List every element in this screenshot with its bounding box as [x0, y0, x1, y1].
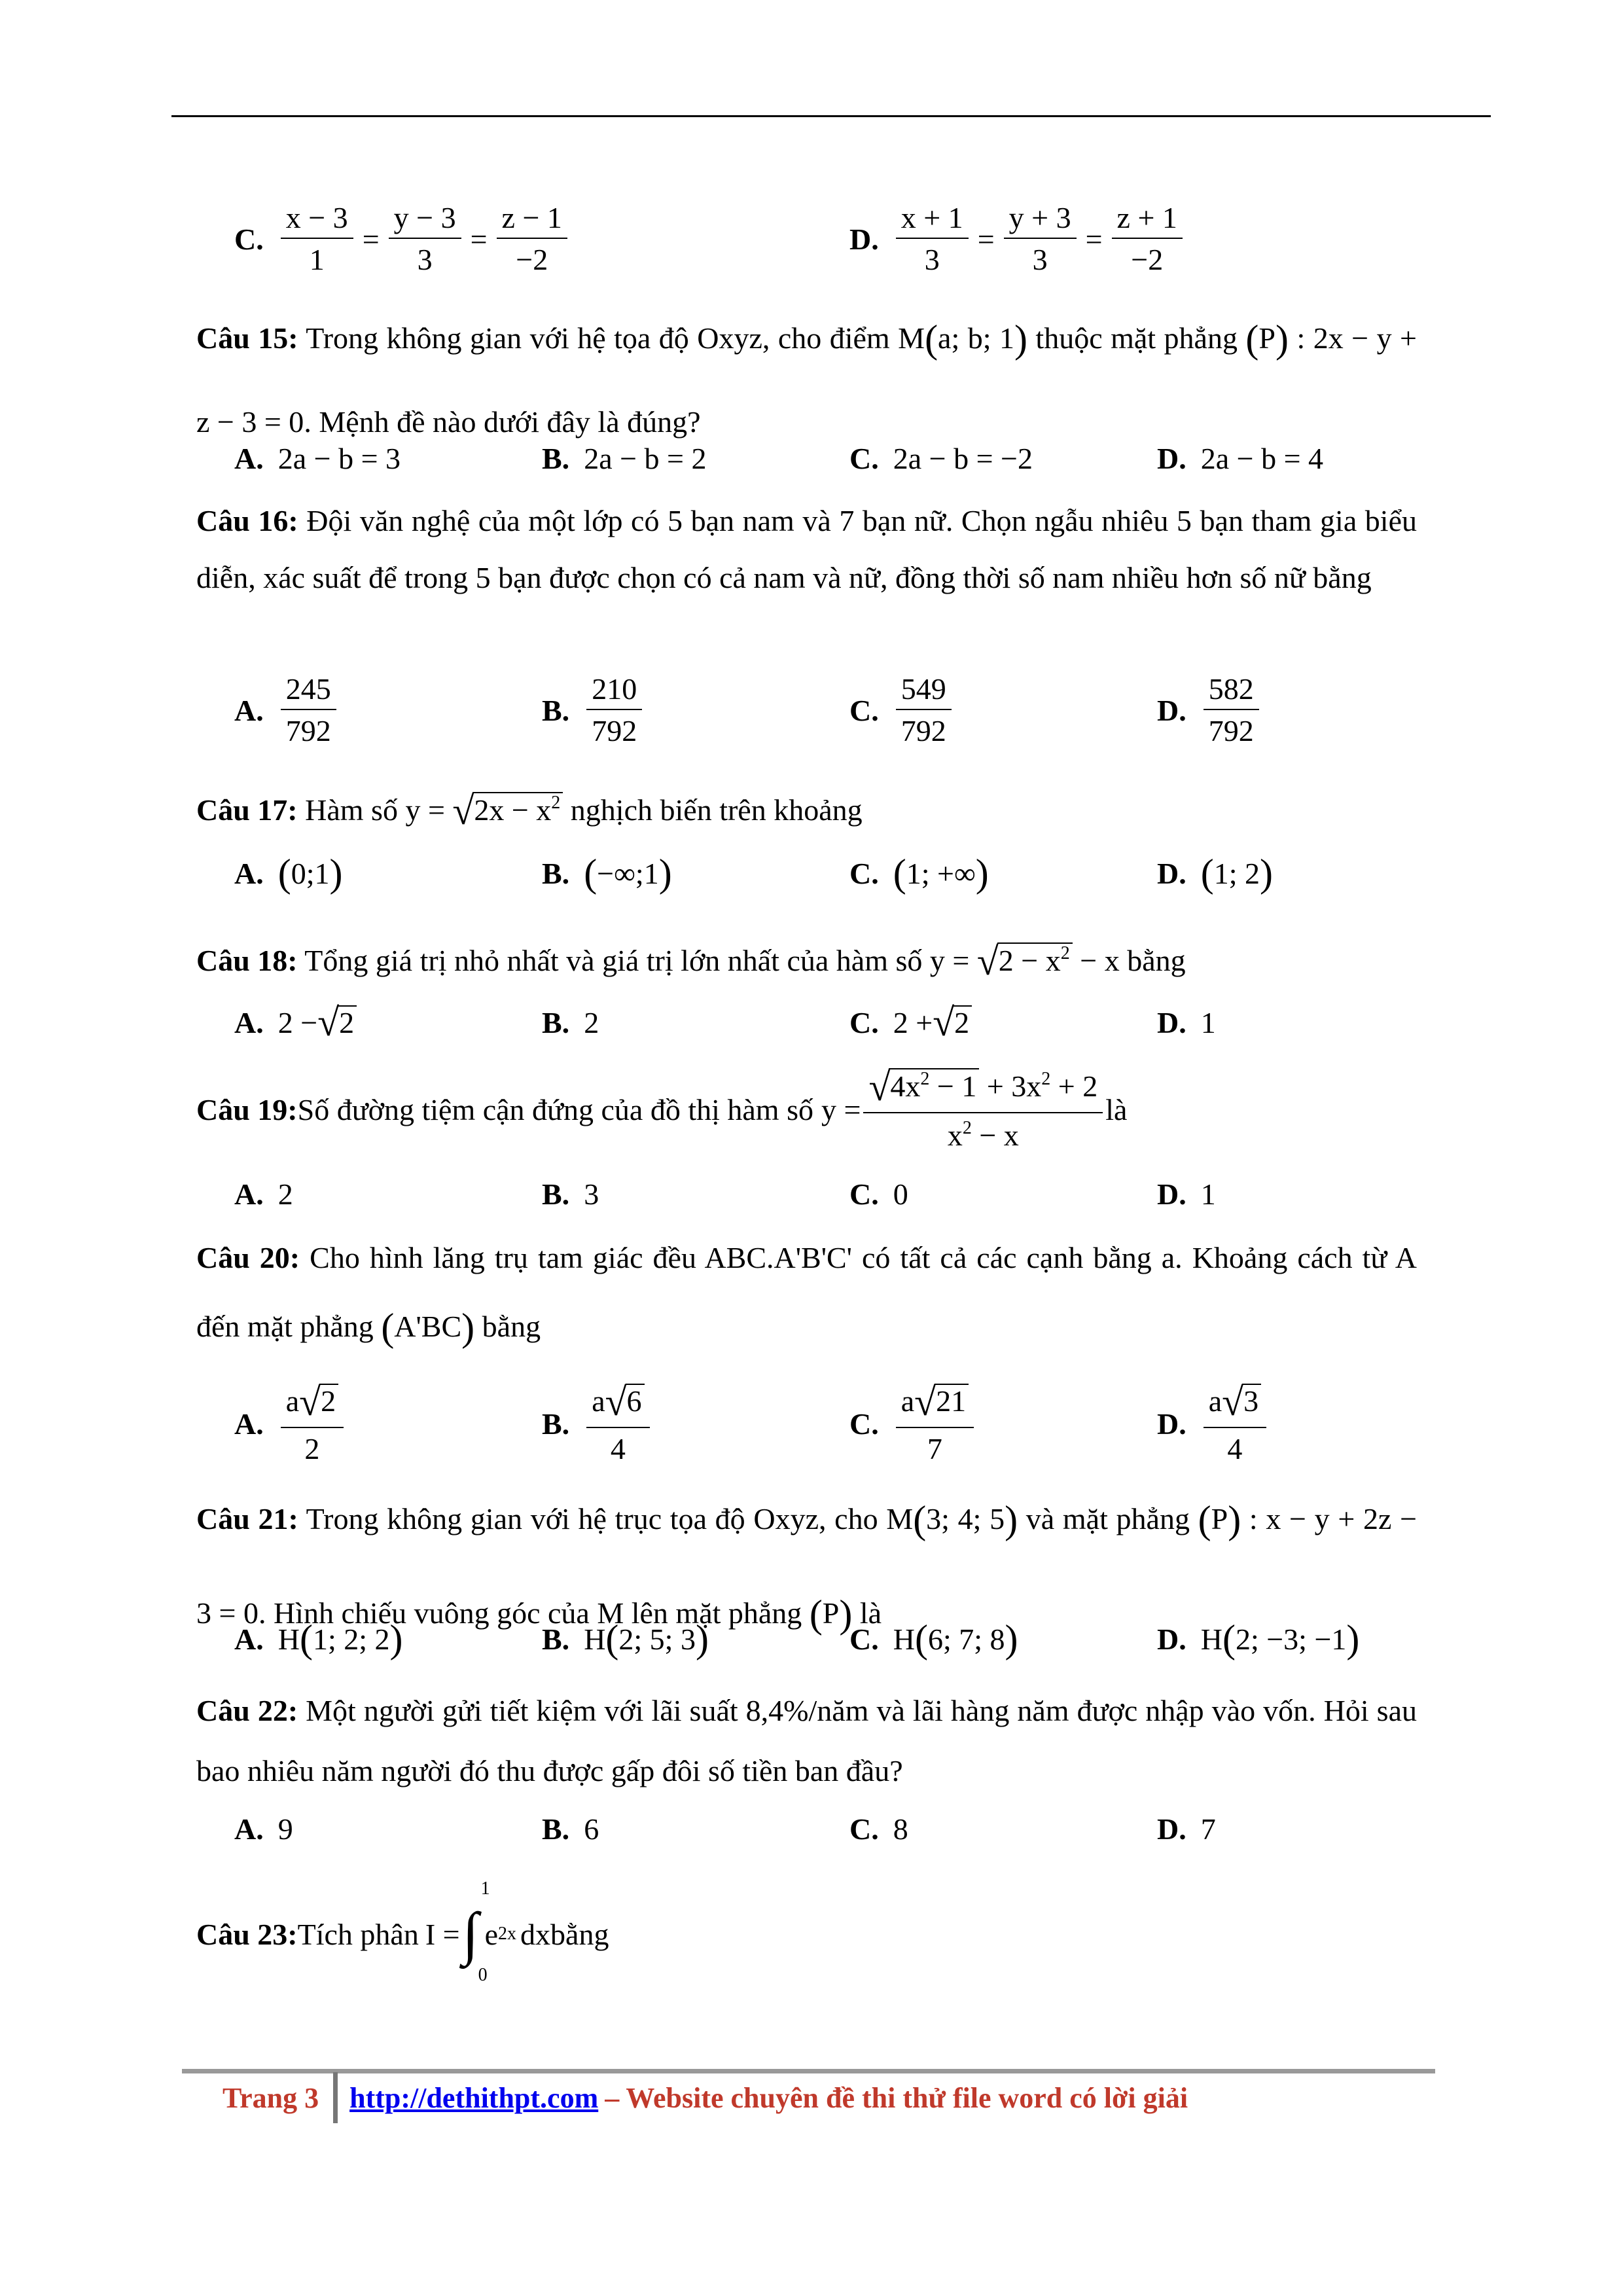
- q16-option-b: B. $\frac{210}{792}$: [542, 668, 645, 753]
- website-link[interactable]: http://dethithpt.com: [349, 2081, 599, 2114]
- q21-option-b: B. H ( 2; 5; 3 ): [542, 1617, 709, 1660]
- fraction: $\frac{y - 3}{3}$: [389, 202, 461, 276]
- q15-options-row: [196, 432, 1417, 484]
- page-footer: [223, 2072, 1188, 2124]
- q20-option-b: B. $\frac{a√6}{4}$: [542, 1381, 652, 1466]
- sqrt-icon: √: [317, 1000, 340, 1044]
- q19-option-a: A. 2: [234, 1177, 293, 1211]
- fraction: $\frac{z - 1}{-2}$: [497, 202, 567, 276]
- q19-options-row: [196, 1168, 1417, 1220]
- question-22: Câu 22: Một người gửi tiết kiệm với lãi suất 8,4%/năm và lãi hàng năm được nhập vào vốn. Hỏi sau bao nhiêu năm người đó thu được gấp đôi số tiền ban đầu?: [196, 1694, 1417, 1787]
- q19-option-b: B. 3: [542, 1177, 599, 1211]
- header-rule: [171, 115, 1491, 117]
- q15-option-b: B. 2a − b = 2: [542, 441, 707, 475]
- sqrt-icon: √: [976, 940, 999, 983]
- q20-option-a: A. $\frac{a√2}{2}$: [234, 1381, 346, 1466]
- q22-option-c: C. 8: [849, 1812, 908, 1846]
- q16-option-a: A. $\frac{245}{792}$: [234, 668, 339, 753]
- q15-option-d: D. 2a − b = 4: [1157, 441, 1324, 475]
- q20-option-d: D. $\frac{a√3}{4}$: [1157, 1381, 1269, 1466]
- q22-option-a: A. 9: [234, 1812, 293, 1846]
- question-23: Câu 23: Tích phân I = ∫ 1 0 e 2x dx bằng: [196, 1878, 609, 1985]
- fraction: $\frac{√4x^2 - 1 + 3x^2 + 2}{x^2 - x}$: [863, 1067, 1103, 1151]
- q14-option-c: C. $\frac{x - 3}{1}$ = $\frac{y - 3}{3}$ = $\frac{z - 1}{-2}$: [234, 196, 570, 281]
- q22-options-row: [196, 1803, 1417, 1855]
- q16-options-row: [196, 668, 1417, 753]
- q14-option-d: D. $\frac{x + 1}{3}$ = $\frac{y + 3}{3}$ = $\frac{z + 1}{-2}$: [849, 196, 1185, 281]
- sqrt-icon: √: [1222, 1380, 1244, 1424]
- q20-option-c: C. $\frac{a√21}{7}$: [849, 1381, 976, 1466]
- q18-option-c: C. 2 + √ 2: [849, 996, 972, 1049]
- question-15: Câu 15: Trong không gian với hệ tọa độ Oxyz, cho điểm M(a; b; 1) thuộc mặt phẳng (P) : 2x − y + z − 3 = 0. Mệnh đề nào dưới đây là đúng?: [196, 317, 1417, 439]
- q18-option-d: D. 1: [1157, 1005, 1216, 1039]
- q17-option-c: C. ( 1; +∞ ): [849, 851, 989, 895]
- q17-option-d: D. ( 1; 2 ): [1157, 851, 1273, 895]
- fraction: $\frac{582}{792}$: [1204, 673, 1259, 747]
- q15-option-a: A. 2a − b = 3: [234, 441, 401, 475]
- fraction: $\frac{x + 1}{3}$: [896, 202, 969, 276]
- sqrt-icon: √: [933, 1000, 955, 1044]
- q15-option-c: C. 2a − b = −2: [849, 441, 1033, 475]
- sqrt-icon: √: [605, 1380, 627, 1424]
- footer-slogan: – Website chuyên đề thi thử file word có lời giải: [605, 2081, 1188, 2114]
- fraction: $\frac{y + 3}{3}$: [1004, 202, 1077, 276]
- q17-option-a: A. ( 0;1 ): [234, 851, 343, 895]
- fraction: $\frac{x - 3}{1}$: [281, 202, 353, 276]
- fraction: $\frac{549}{792}$: [896, 673, 952, 747]
- q19-option-d: D. 1: [1157, 1177, 1216, 1211]
- q20-options-row: [196, 1381, 1417, 1466]
- fraction: $\frac{z + 1}{-2}$: [1112, 202, 1183, 276]
- q16-option-c: C. $\frac{549}{792}$: [849, 668, 954, 753]
- question-21: Câu 21: Trong không gian với hệ trục tọa độ Oxyz, cho M(3; 4; 5) và mặt phẳng (P) : x − y + 2z − 3 = 0. Hình chiếu vuông góc của M lên mặt phẳng (P) là: [196, 1498, 1418, 1636]
- sqrt-icon: √: [299, 1380, 321, 1424]
- question-20: Câu 20: Cho hình lăng trụ tam giác đều ABC.A'B'C' có tất cả các cạnh bằng a. Khoảng cách từ A đến mặt phẳng (A'BC) bằng: [196, 1241, 1418, 1349]
- q18-option-b: B. 2: [542, 1005, 599, 1039]
- q17-options-row: [196, 847, 1417, 899]
- q22-option-d: D. 7: [1157, 1812, 1216, 1846]
- question-19: Câu 19: Số đường tiệm cận đứng của đồ thị hàm số y = $\frac{√4x^2 - 1 + 3x^2 + 2}{x^2 - x}$ là: [196, 1066, 1128, 1153]
- fraction: $\frac{a√2}{2}$: [281, 1382, 344, 1465]
- q21-option-a: A. H ( 1; 2; 2 ): [234, 1617, 403, 1660]
- q17-option-b: B. ( −∞;1 ): [542, 851, 672, 895]
- q16-option-d: D. $\frac{582}{792}$: [1157, 668, 1262, 753]
- q19-option-c: C. 0: [849, 1177, 908, 1211]
- question-16: Câu 16: Đội văn nghệ của một lớp có 5 bạn nam và 7 bạn nữ. Chọn ngẫu nhiêu 5 bạn tham gia biểu diễn, xác suất để trong 5 bạn được chọn có cả nam và nữ, đồng thời số nam nhiều hơn số nữ bằng: [196, 504, 1418, 595]
- question-17: Câu 17: Hàm số $y = √2x - x^2$ nghịch biến trên khoảng: [196, 789, 863, 833]
- q21-option-d: D. H ( 2; −3; −1 ): [1157, 1617, 1360, 1660]
- footer-divider: [333, 2072, 338, 2123]
- fraction: $\frac{210}{792}$: [586, 673, 642, 747]
- q21-options-row: [196, 1613, 1417, 1665]
- question-18: Câu 18: Tổng giá trị nhỏ nhất và giá trị lớn nhất của hàm số $y = √2 - x^2 - x$ bằng: [196, 940, 1186, 983]
- sqrt-icon: √: [868, 1066, 891, 1109]
- q18-option-a: A. 2 − √ 2: [234, 996, 357, 1049]
- fraction: $\frac{a√21}{7}$: [896, 1382, 974, 1465]
- sqrt-icon: √: [914, 1380, 936, 1424]
- fraction: $\frac{a√6}{4}$: [586, 1382, 649, 1465]
- fraction: $\frac{245}{792}$: [281, 673, 336, 747]
- sqrt-icon: √: [452, 789, 474, 833]
- q21-option-c: C. H ( 6; 7; 8 ): [849, 1617, 1018, 1660]
- q18-options-row: [196, 996, 1417, 1049]
- q22-option-b: B. 6: [542, 1812, 599, 1846]
- fraction: $\frac{a√3}{4}$: [1204, 1382, 1266, 1465]
- page-number: Trang 3: [223, 2081, 319, 2114]
- integral-icon: ∫ 1 0: [462, 1878, 490, 1985]
- q14-options-row: [196, 196, 1417, 281]
